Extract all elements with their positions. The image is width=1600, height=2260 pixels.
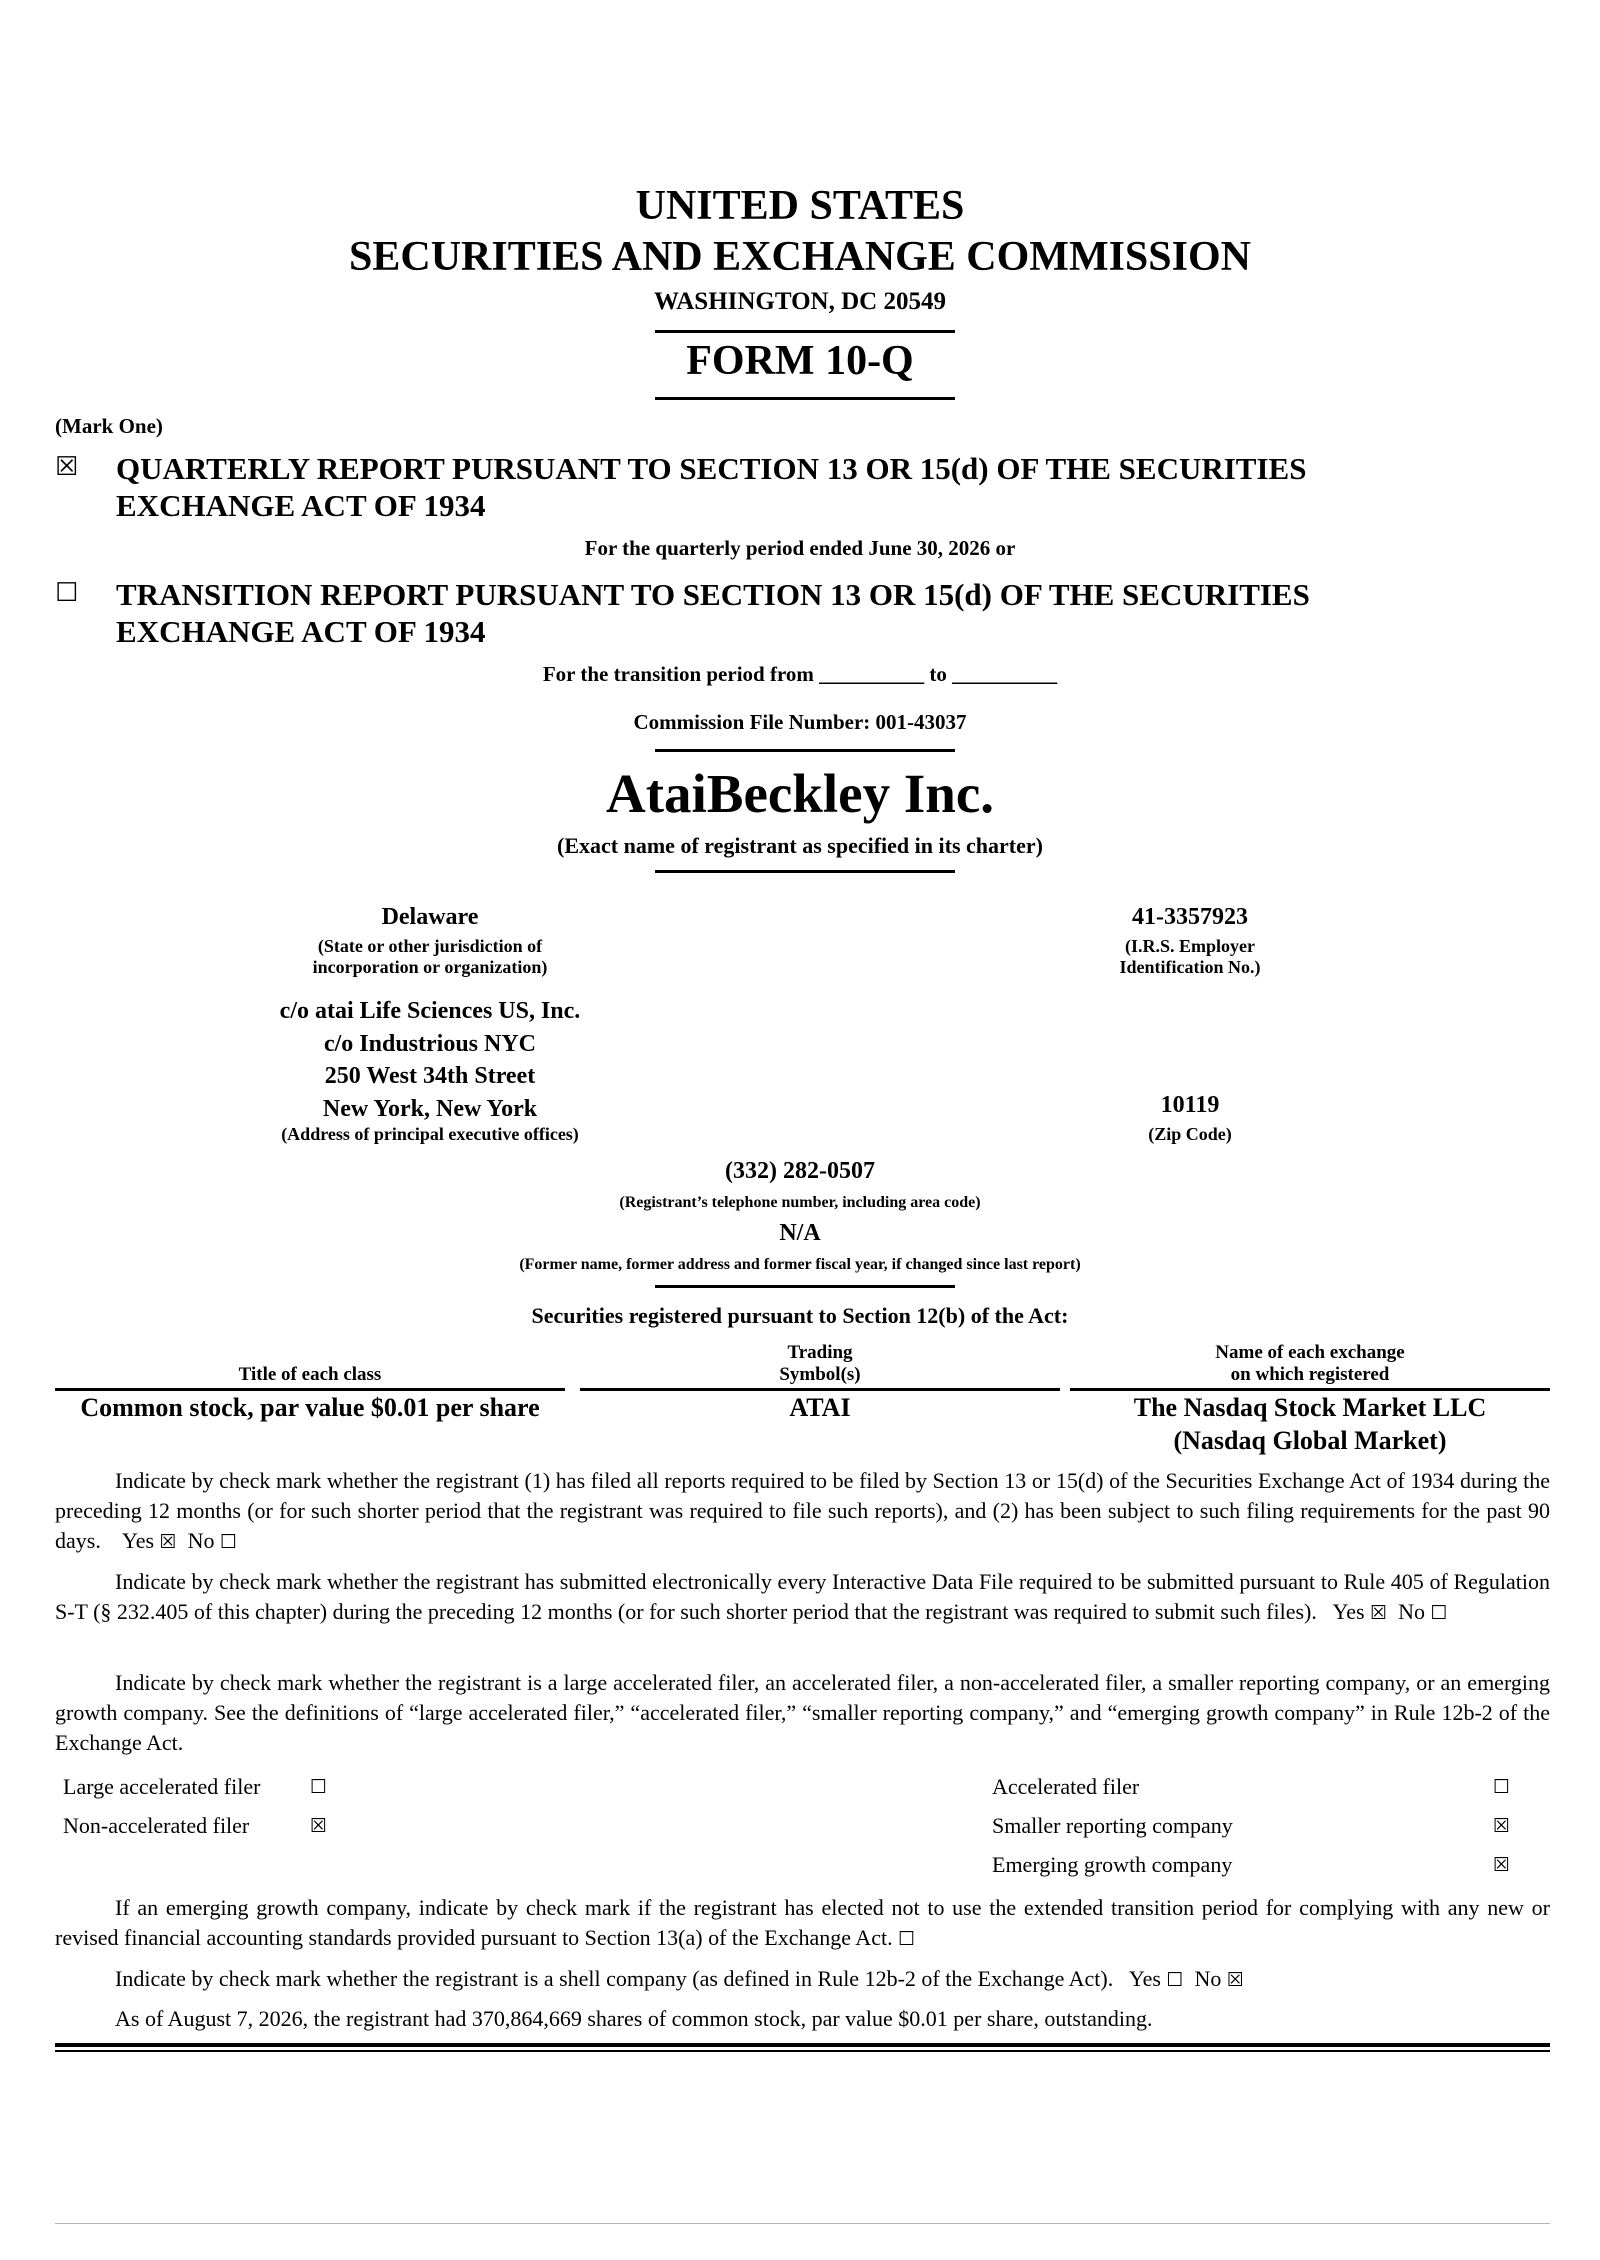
- security-class-value: Common stock, par value $0.01 per share: [80, 1393, 540, 1422]
- address-line: New York, New York: [322, 1095, 538, 1122]
- agency-address: WASHINGTON, DC 20549: [654, 288, 946, 315]
- col-trading-symbol-line1: Trading: [787, 1342, 853, 1363]
- address-caption: (Address of principal executive offices): [281, 1124, 579, 1144]
- accelerated-filer-label: Accelerated filer: [992, 1774, 1140, 1799]
- large-accelerated-filer-checkbox: ☐: [310, 1776, 328, 1798]
- former-name-caption: (Former name, former address and former fiscal year, if changed since last report): [519, 1256, 1081, 1273]
- non-accelerated-filer-label: Non-accelerated filer: [63, 1813, 250, 1838]
- col-exchange-line2: on which registered: [1230, 1364, 1390, 1385]
- agency-heading: SECURITIES AND EXCHANGE COMMISSION: [349, 234, 1251, 280]
- double-rule-bottom: [55, 2050, 1550, 2052]
- accelerated-filer-checkbox: ☐: [1493, 1776, 1511, 1798]
- transition-report-title: [116, 576, 1310, 650]
- zip-code: 10119: [1160, 1092, 1220, 1118]
- country-heading: UNITED STATES: [635, 183, 965, 229]
- quarterly-report-checkbox: ☒: [55, 452, 79, 482]
- state-caption-line1: (State or other jurisdiction of: [317, 936, 543, 956]
- emerging-growth-company-label: Emerging growth company: [992, 1852, 1233, 1877]
- transition-report-line1: TRANSITION REPORT PURSUANT TO SECTION 13 OR 15(d) OF THE SECURITIES: [116, 577, 1310, 612]
- transition-period: For the transition period from __________ to __________: [542, 662, 1058, 686]
- quarterly-report-title: [116, 450, 1306, 524]
- emerging-growth-election-checkbox: ☐: [898, 1928, 916, 1950]
- col-trading-symbol: [580, 1342, 1060, 1386]
- divider: [655, 870, 955, 873]
- zip-caption: (Zip Code): [1148, 1124, 1232, 1144]
- exchange-value-line1: The Nasdaq Stock Market LLC: [1133, 1393, 1487, 1422]
- state-of-incorporation: Delaware: [381, 904, 479, 930]
- emerging-growth-company-checkbox: ☒: [1493, 1854, 1511, 1876]
- interactive-data-paragraph: [55, 1567, 1550, 1628]
- quarterly-period: For the quarterly period ended June 30, 2026 or: [584, 536, 1016, 560]
- trading-symbol-value: ATAI: [789, 1393, 851, 1422]
- quarterly-report-line2: EXCHANGE ACT OF 1934: [116, 488, 486, 523]
- interactive-no-checkbox: ☐: [1430, 1602, 1448, 1624]
- filed-reports-paragraph: [55, 1466, 1550, 1557]
- col-exchange-line1: Name of each exchange: [1215, 1342, 1405, 1363]
- yes-label: Yes: [122, 1528, 155, 1553]
- emerging-growth-text: If an emerging growth company, indicate by check mark if the registrant has elected not to use the extended transition period for complying with any new or revised financial accounting standards provided pursuant to Section 13(a) of the Exchange Act.: [55, 1895, 1550, 1950]
- col-trading-symbol-line2: Symbol(s): [779, 1364, 861, 1385]
- quarterly-report-line1: QUARTERLY REPORT PURSUANT TO SECTION 13 OR 15(d) OF THE SECURITIES: [116, 451, 1307, 486]
- divider: [655, 749, 955, 752]
- transition-report-checkbox: ☐: [55, 578, 79, 608]
- irs-caption: [1040, 936, 1340, 978]
- principal-office-address: [180, 995, 680, 1125]
- registrant-phone: (332) 282-0507: [725, 1158, 875, 1184]
- shell-no-checkbox: ☒: [1226, 1969, 1244, 1991]
- divider: [655, 1285, 955, 1288]
- double-rule-top: [55, 2043, 1550, 2047]
- address-line: c/o atai Life Sciences US, Inc.: [279, 998, 581, 1024]
- large-accelerated-filer-label: Large accelerated filer: [63, 1774, 261, 1799]
- irs-caption-line2: Identification No.): [1119, 957, 1261, 977]
- filed-reports-text: Indicate by check mark whether the registrant (1) has filed all reports required to be filed by Section 13 or 15(d) of the Securities Exchange Act of 1934 during the preceding 12 months (or for such shorter period that the registrant was required to file such reports), and (2) has been subject to such filing requirements for the past 90 days.: [55, 1468, 1550, 1553]
- smaller-reporting-company-checkbox: ☒: [1493, 1815, 1511, 1837]
- exchange-value-line2: (Nasdaq Global Market): [1173, 1426, 1447, 1455]
- smaller-reporting-company-label: Smaller reporting company: [992, 1813, 1233, 1838]
- divider: [655, 330, 955, 333]
- shell-yes-checkbox: ☐: [1166, 1969, 1184, 1991]
- shell-company-paragraph: [55, 1964, 1550, 1995]
- non-accelerated-filer-checkbox: ☒: [310, 1815, 328, 1837]
- interactive-data-text: Indicate by check mark whether the registrant has submitted electronically every Interactive Data File required to be submitted pursuant to Rule 405 of Regulation S-T (§ 232.405 of this chapter) during the preceding 12 months (or for such shorter period that the registrant was required to submit such files).: [55, 1569, 1550, 1624]
- emerging-growth-paragraph: [55, 1893, 1550, 1954]
- filer-status-paragraph: Indicate by check mark whether the registrant is a large accelerated filer, an accelerated filer, a non-accelerated filer, a smaller reporting company, or an emerging growth company. See the definitions of “large accelerated filer,” “accelerated filer,” “smaller reporting company,” and “emerging growth company” in Rule 12b-2 of the Exchange Act.: [55, 1670, 1550, 1755]
- address-line: c/o Industrious NYC: [323, 1030, 537, 1057]
- yes-label: Yes: [1332, 1599, 1365, 1624]
- exchange-value: [1070, 1391, 1550, 1457]
- yes-label: Yes: [1128, 1966, 1161, 1991]
- irs-employer-id: 41-3357923: [1132, 904, 1248, 930]
- col-exchange-name: [1070, 1342, 1550, 1386]
- irs-caption-line1: (I.R.S. Employer: [1125, 936, 1255, 956]
- no-label: No: [187, 1528, 215, 1553]
- phone-caption: (Registrant’s telephone number, including area code): [619, 1194, 981, 1211]
- form-title: FORM 10-Q: [686, 338, 914, 384]
- no-label: No: [1398, 1599, 1425, 1624]
- former-name: N/A: [779, 1220, 821, 1246]
- no-label: No: [1194, 1966, 1222, 1991]
- col-title-of-class: Title of each class: [238, 1364, 382, 1385]
- divider: [655, 397, 955, 400]
- state-caption-line2: incorporation or organization): [312, 957, 548, 977]
- mark-one-label: (Mark One): [55, 414, 163, 438]
- address-line: 250 West 34th Street: [324, 1063, 536, 1089]
- page-footer-separator: [55, 2223, 1550, 2224]
- securities-heading: Securities registered pursuant to Section 12(b) of the Act:: [531, 1303, 1069, 1328]
- commission-file-number: Commission File Number: 001-43037: [633, 710, 967, 734]
- shares-outstanding-paragraph: As of August 7, 2026, the registrant had 370,864,669 shares of common stock, par value $0.01 per share, outstanding.: [115, 2006, 1153, 2031]
- shell-company-text: Indicate by check mark whether the registrant is a shell company (as defined in Rule 12b-2 of the Exchange Act).: [115, 1966, 1114, 1991]
- transition-report-line2: EXCHANGE ACT OF 1934: [116, 614, 486, 649]
- filed-reports-no-checkbox: ☐: [219, 1531, 238, 1553]
- registrant-name: AtaiBeckley Inc.: [605, 763, 994, 824]
- interactive-yes-checkbox: ☒: [1370, 1602, 1388, 1624]
- filed-reports-yes-checkbox: ☒: [159, 1531, 177, 1553]
- state-caption: [230, 936, 630, 978]
- registrant-name-caption: (Exact name of registrant as specified in its charter): [557, 833, 1043, 858]
